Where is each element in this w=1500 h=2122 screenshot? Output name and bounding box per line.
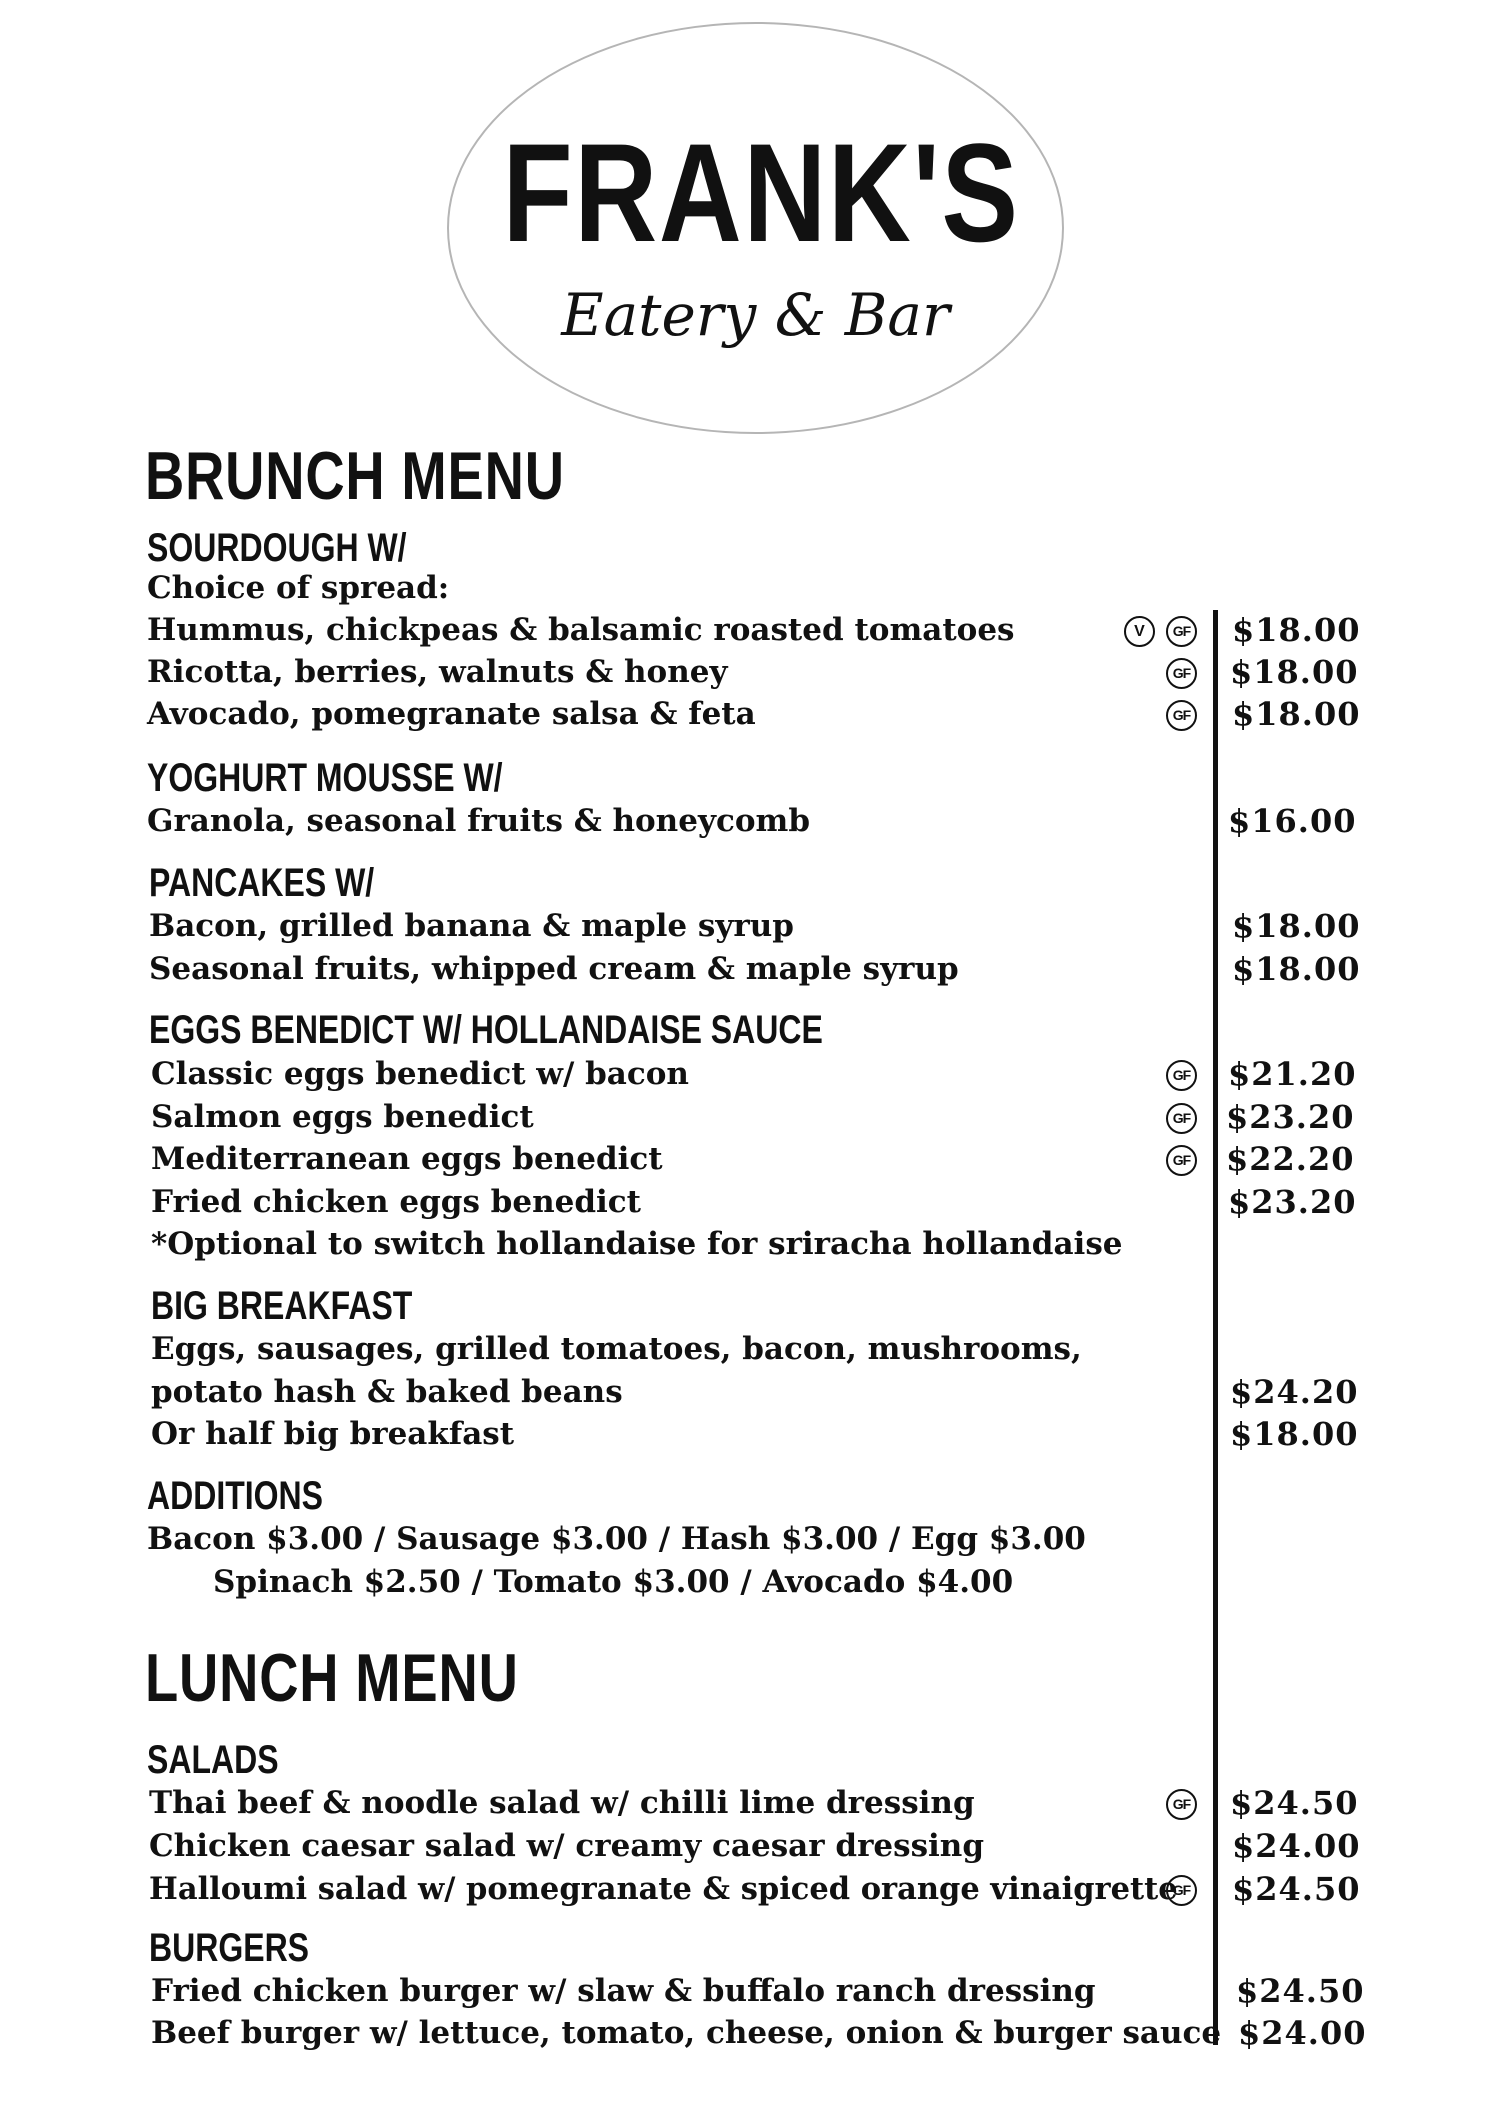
menu-item-name: Bacon, grilled banana & maple syrup [149,908,794,944]
menu-item-price: $16.00 [1228,802,1357,840]
section-heading-big-breakfast: BIG BREAKFAST [151,1284,413,1328]
menu-item-price: $24.00 [1232,1827,1361,1865]
menu-item-price: $21.20 [1228,1055,1357,1093]
menu-item-name: Beef burger w/ lettuce, tomato, cheese, onion & burger sauce [151,2015,1222,2051]
menu-item-name: Seasonal fruits, whipped cream & maple syrup [149,951,959,987]
gluten-free-badge-icon: GF [1166,1060,1197,1091]
menu-item-name: Hummus, chickpeas & balsamic roasted tomatoes [147,612,1015,648]
menu-item-name: Avocado, pomegranate salsa & feta [147,696,756,732]
menu-item-name: Fried chicken eggs benedict [151,1184,641,1220]
menu-item-price: $18.00 [1232,950,1361,988]
menu-item-price: $18.00 [1230,653,1359,691]
menu-item-price: $24.50 [1236,1972,1365,2010]
gluten-free-badge-icon: GF [1166,1789,1197,1820]
menu-item-name: Fried chicken burger w/ slaw & buffalo ranch dressing [151,1973,1096,2009]
menu-item-price: $24.50 [1230,1784,1359,1822]
menu-item-price: $18.00 [1232,695,1361,733]
price-column-divider [1213,610,1218,2045]
menu-item-price: $24.50 [1232,1870,1361,1908]
menu-item-price: $24.00 [1238,2014,1367,2052]
menu-item-name: Granola, seasonal fruits & honeycomb [147,803,810,839]
menu-item-name: Salmon eggs benedict [151,1099,534,1135]
section-heading-additions: ADDITIONS [147,1474,323,1518]
menu-item-name: Or half big breakfast [151,1416,515,1452]
section-heading-pancakes: PANCAKES W/ [149,861,375,905]
additions-line: Spinach $2.50 / Tomato $3.00 / Avocado $4.00 [213,1564,1014,1600]
gluten-free-badge-icon: GF [1166,1875,1197,1906]
menu-item-price: $22.20 [1226,1140,1355,1178]
section-heading-eggs-benedict: EGGS BENEDICT W/ HOLLANDAISE SAUCE [149,1008,823,1052]
brunch-menu-title: BRUNCH MENU [145,438,565,514]
menu-item-price: $18.00 [1230,1415,1359,1453]
menu-item-name: Chicken caesar salad w/ creamy caesar dressing [149,1828,985,1864]
section-heading-sourdough: SOURDOUGH W/ [147,526,407,570]
menu-item-price: $24.20 [1230,1373,1359,1411]
menu-item-price: $18.00 [1232,611,1361,649]
gluten-free-badge-icon: GF [1166,658,1197,689]
section-heading-salads: SALADS [147,1738,279,1782]
menu-item-price: $18.00 [1232,907,1361,945]
gluten-free-badge-icon: GF [1166,700,1197,731]
menu-item-name: Halloumi salad w/ pomegranate & spiced orange vinaigrette [149,1871,1178,1907]
menu-item-name: Thai beef & noodle salad w/ chilli lime dressing [149,1785,975,1821]
menu-item-description: potato hash & baked beans [151,1374,623,1410]
gluten-free-badge-icon: GF [1166,616,1197,647]
sourdough-subheading: Choice of spread: [147,570,450,606]
menu-item-name: Mediterranean eggs benedict [151,1141,663,1177]
menu-item-name: Classic eggs benedict w/ bacon [151,1056,689,1092]
vegetarian-badge-icon: V [1124,616,1155,647]
menu-item-description: Eggs, sausages, grilled tomatoes, bacon, mushrooms, [151,1331,1082,1367]
menu-item-name: Ricotta, berries, walnuts & honey [147,654,728,690]
menu-item-price: $23.20 [1226,1098,1355,1136]
menu-item-price: $23.20 [1228,1183,1357,1221]
gluten-free-badge-icon: GF [1166,1145,1197,1176]
section-heading-burgers: BURGERS [149,1926,310,1970]
additions-line: Bacon $3.00 / Sausage $3.00 / Hash $3.00 / Egg $3.00 [147,1521,1086,1557]
menu-note: *Optional to switch hollandaise for sriracha hollandaise [151,1226,1123,1262]
logo-tagline: Eatery & Bar [561,281,950,349]
gluten-free-badge-icon: GF [1166,1103,1197,1134]
logo-title: FRANK'S [502,114,1020,271]
lunch-menu-title: LUNCH MENU [145,1640,519,1716]
section-heading-yoghurt: YOGHURT MOUSSE W/ [147,756,503,800]
